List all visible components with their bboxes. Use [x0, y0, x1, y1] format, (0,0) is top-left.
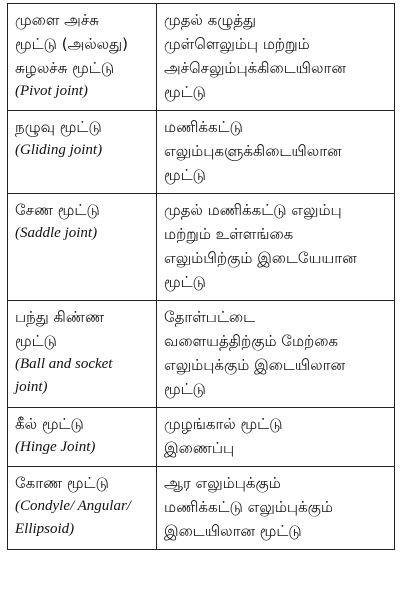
- joint-location-line: தோள்பட்டை: [164, 308, 256, 326]
- joint-name-english-line: (Condyle/ Angular/: [15, 498, 131, 514]
- joint-name-english-line: (Ball and socket: [15, 356, 113, 372]
- joint-location-cell: [157, 467, 395, 550]
- joint-name-english-line: Ellipsoid): [15, 521, 75, 537]
- joint-location-cell: [157, 194, 395, 301]
- joint-location-line: எலும்பிற்கும் இடையேயான: [164, 249, 357, 267]
- joint-location-line: முள்ளெலும்பு மற்றும்: [164, 35, 310, 53]
- joint-location-line: முதல் மணிக்கட்டு எலும்பு: [164, 201, 342, 219]
- joint-name-tamil-line: முளை அச்சு: [15, 11, 99, 29]
- joint-name-cell: [8, 408, 157, 467]
- joint-location-line: முதல் கழுத்து: [164, 11, 257, 29]
- joint-location-cell: [157, 301, 395, 408]
- joint-name-cell: [8, 194, 157, 301]
- joint-name-tamil-line: சுழலச்சு மூட்டு: [15, 59, 115, 77]
- joint-location-line: முழங்கால் மூட்டு: [164, 415, 283, 433]
- table-row: [8, 408, 395, 467]
- joint-location-line: மணிக்கட்டு: [164, 118, 243, 136]
- table-row: [8, 301, 395, 408]
- joint-location-line: இணைப்பு: [164, 439, 235, 457]
- joint-name-english-line: joint): [15, 379, 48, 395]
- joint-location-line: எலும்புகளுக்கிடையிலான: [164, 142, 342, 160]
- joint-name-cell: [8, 467, 157, 550]
- joint-name-tamil-line: பந்து கிண்ண: [15, 308, 105, 326]
- joint-location-line: வளையத்திற்கும் மேற்கை: [164, 332, 339, 350]
- joint-name-english-line: (Hinge Joint): [15, 439, 96, 455]
- joint-name-cell: [8, 111, 157, 194]
- joint-location-cell: [157, 4, 395, 111]
- joint-location-line: அச்செலும்புக்கிடையிலான: [164, 59, 346, 77]
- joint-location-line: மூட்டு: [164, 83, 206, 101]
- joint-location-cell: [157, 408, 395, 467]
- joint-location-line: எலும்புக்கும் இடையிலான: [164, 356, 346, 374]
- table-row: [8, 4, 395, 111]
- table-row: [8, 194, 395, 301]
- joint-name-cell: [8, 4, 157, 111]
- joint-location-cell: [157, 111, 395, 194]
- joint-name-tamil-line: கீல் மூட்டு: [15, 415, 84, 433]
- joint-name-tamil-line: மூட்டு: [15, 332, 57, 350]
- joint-name-cell: [8, 301, 157, 408]
- joints-table: [7, 3, 395, 550]
- table-row: [8, 111, 395, 194]
- joints-table-container: [7, 3, 395, 550]
- joint-name-tamil-line: மூட்டு (அல்லது): [15, 35, 128, 53]
- joint-name-tamil-line: நழுவு மூட்டு: [15, 118, 102, 136]
- joint-name-english-line: (Saddle joint): [15, 225, 98, 241]
- joint-name-tamil-line: கோண மூட்டு: [15, 474, 109, 492]
- joint-name-english-line: (Pivot joint): [15, 83, 88, 99]
- joint-location-line: மூட்டு: [164, 380, 206, 398]
- joint-location-line: இடையிலான மூட்டு: [164, 522, 302, 540]
- joint-location-line: மூட்டு: [164, 166, 206, 184]
- joint-name-english-line: (Gliding joint): [15, 142, 103, 158]
- joints-table-body: [8, 4, 395, 550]
- joint-location-line: மூட்டு: [164, 273, 206, 291]
- joint-location-line: ஆர எலும்புக்கும்: [164, 474, 281, 492]
- joint-location-line: மணிக்கட்டு எலும்புக்கும்: [164, 498, 333, 516]
- table-row: [8, 467, 395, 550]
- joint-name-tamil-line: சேண மூட்டு: [15, 201, 100, 219]
- joint-location-line: மற்றும் உள்ளங்கை: [164, 225, 294, 243]
